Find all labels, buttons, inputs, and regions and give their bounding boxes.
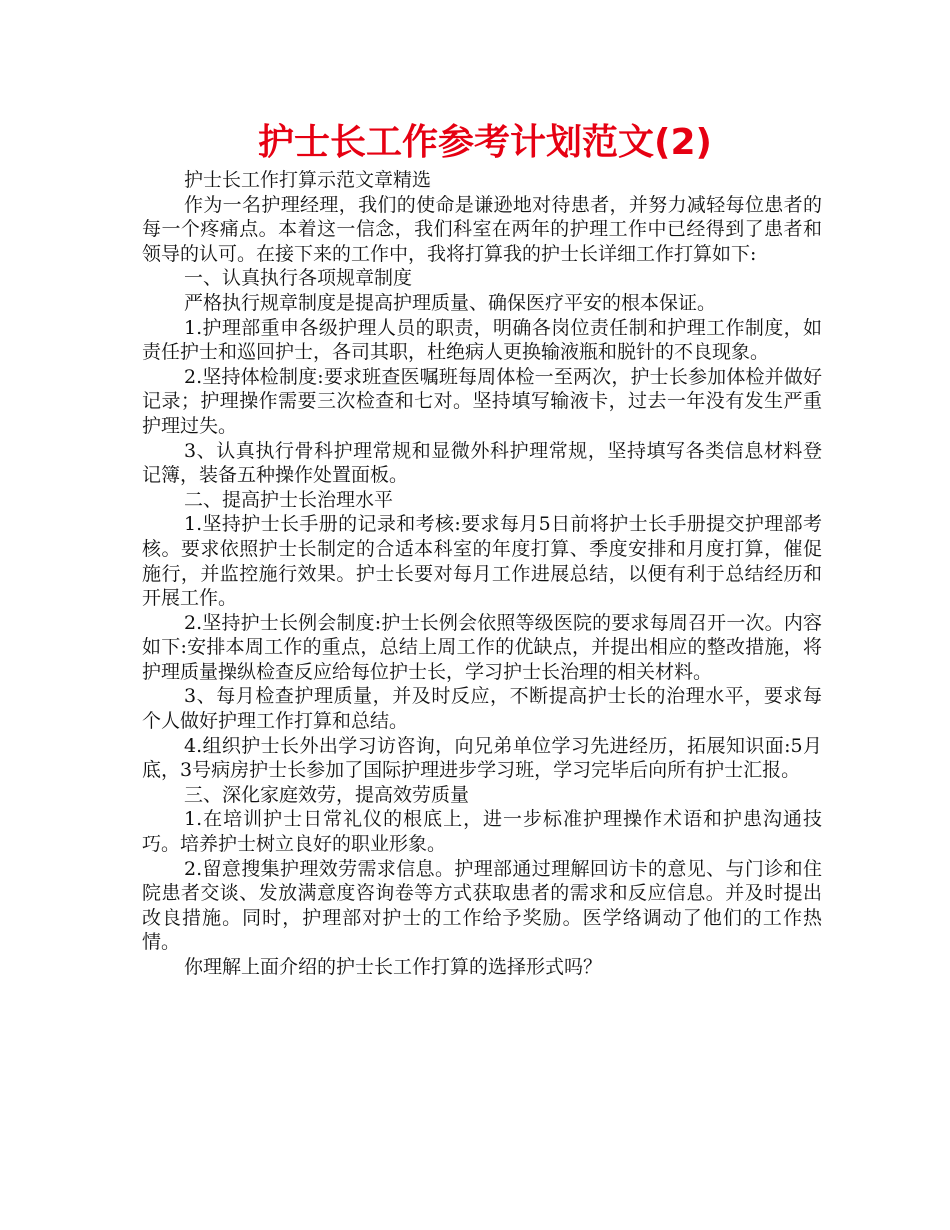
paragraph: 3、认真执行骨科护理常规和显微外科护理常规，坚持填写各类信息材料登记簿，装备五种操作处置面板。 xyxy=(142,439,822,487)
section-heading-2: 二、提高护士长治理水平 xyxy=(184,488,394,511)
section-heading-3: 三、深化家庭效劳，提高效劳质量 xyxy=(184,783,470,806)
paragraph: 2.坚持体检制度:要求班查医嘱班每周体检一至两次，护士长参加体检并做好记录；护理操作需要三次检查和七对。坚持填写输液卡，过去一年没有发生严重护理过失。 xyxy=(142,365,822,437)
paragraph: 1.护理部重申各级护理人员的职责，明确各岗位责任制和护理工作制度，如责任护士和巡回护士，各司其职，杜绝病人更换输液瓶和脱针的不良现象。 xyxy=(142,316,822,364)
paragraph-intro: 作为一名护理经理，我们的使命是谦逊地对待患者，并努力减轻每位患者的每一个疼痛点。本着这一信念，我们科室在两年的护理工作中已经得到了患者和领导的认可。在接下来的工作中，我将打算我的护士长详细工作打算如下: xyxy=(142,193,822,265)
paragraph: 4.组织护士长外出学习访咨询，向兄弟单位学习先进经历，拓展知识面:5月底，3号病房护士长参加了国际护理进步学习班，学习完毕后向所有护士汇报。 xyxy=(142,734,822,782)
paragraph: 严格执行规章制度是提高护理质量、确保医疗平安的根本保证。 xyxy=(184,291,717,314)
paragraph: 1.坚持护士长手册的记录和考核:要求每月5日前将护士长手册提交护理部考核。要求依照护士长制定的合适本科室的年度打算、季度安排和月度打算，催促施行，并监控施行效果。护士长要对每月工作进展总结，以便有利于总结经历和开展工作。 xyxy=(142,513,822,610)
document-page xyxy=(142,118,822,980)
section-heading-1: 一、认真执行各项规章制度 xyxy=(184,267,413,290)
paragraph-closing: 你理解上面介绍的护士长工作打算的选择形式吗？ xyxy=(184,956,603,978)
document-body xyxy=(142,168,822,980)
paragraph: 2.留意搜集护理效劳需求信息。护理部通过理解回访卡的意见、与门诊和住院患者交谈、发放满意度咨询卷等方式获取患者的需求和反应信息。并及时提出改良措施。同时，护理部对护士的工作给予奖励。医学络调动了他们的工作热情。 xyxy=(142,857,822,954)
paragraph: 3、每月检查护理质量，并及时反应，不断提高护士长的治理水平，要求每个人做好护理工作打算和总结。 xyxy=(142,685,822,733)
paragraph: 1.在培训护士日常礼仪的根底上，进一步标准护理操作术语和护患沟通技巧。培养护士树立良好的职业形象。 xyxy=(142,808,822,856)
paragraph-intro-heading: 护士长工作打算示范文章精选 xyxy=(184,169,432,191)
document-title: 护士长工作参考计划范文(2) xyxy=(258,122,712,163)
paragraph: 2.坚持护士长例会制度:护士长例会依照等级医院的要求每周召开一次。内容如下:安排本周工作的重点，总结上周工作的优缺点，并提出相应的整改措施，将护理质量操纵检查反应给每位护士长，学习护士长治理的相关材料。 xyxy=(142,611,822,683)
